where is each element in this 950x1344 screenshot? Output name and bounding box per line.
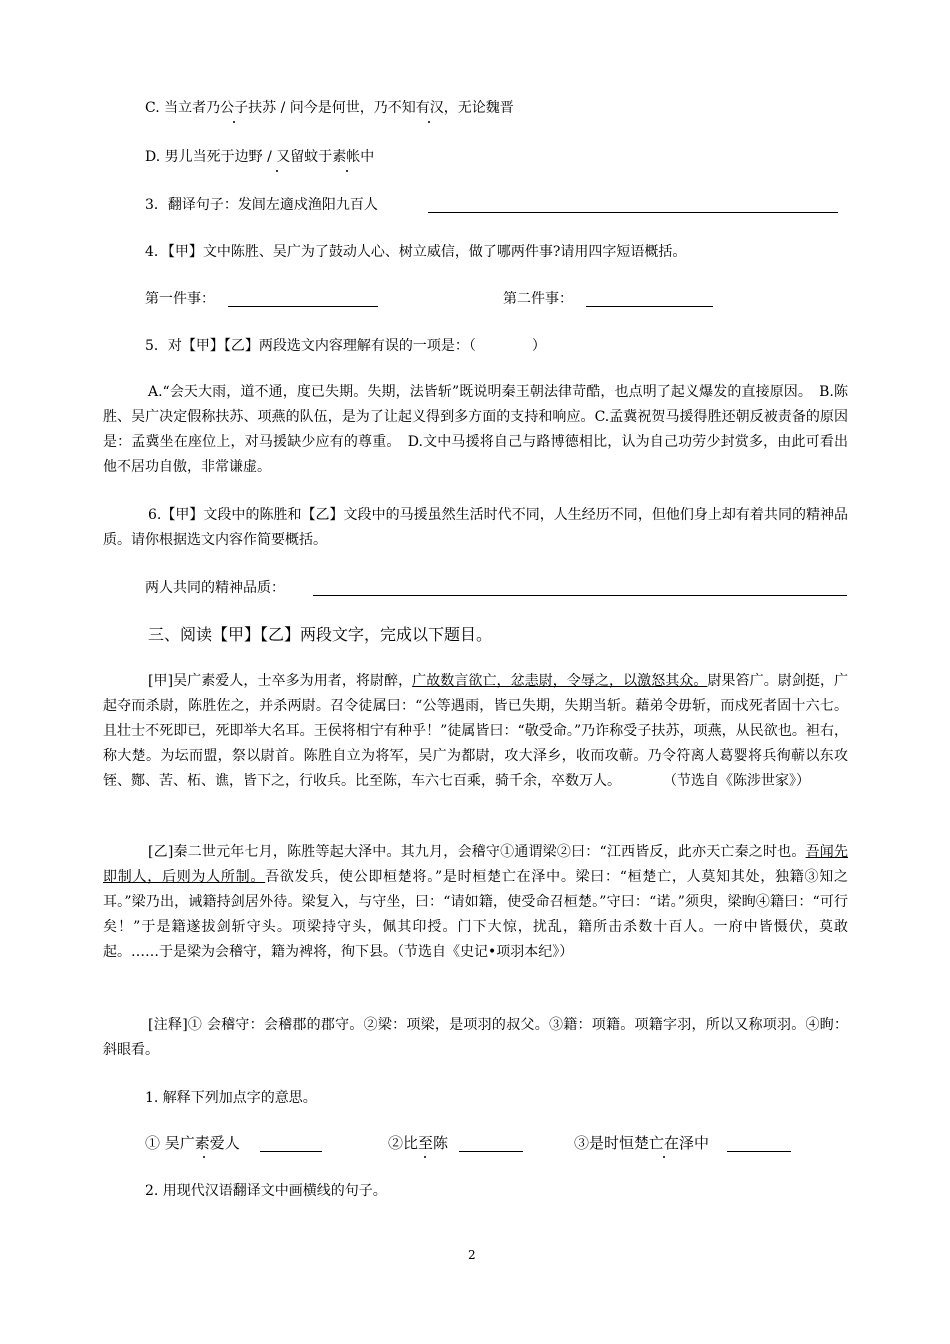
annotation-notes: [注释]① 会稽守：会稽郡的郡守。②梁：项梁，是项羽的叔父。③籍：项籍。项籍字羽，所以又称项羽。④眴：斜眼看。: [103, 1017, 848, 1058]
q2-option-d: D. 男儿当死于边野 / 又留蚊于素帐中: [145, 149, 375, 165]
q4-first-answer-line[interactable]: [228, 292, 378, 307]
emphasis-dot: [203, 1156, 205, 1158]
passage-yi-underlined-sentence: 吾闻先即制人，后则为人所制。: [103, 844, 848, 885]
sq1-item-1-answer-line[interactable]: [260, 1137, 322, 1152]
q4-prompt: 4．【甲】文中陈胜、吴广为了鼓动人心、树立威信，做了哪两件事?请用四字短语概括。: [145, 244, 687, 260]
q3-prompt: 3．翻译句子：发闾左適戍渔阳九百人: [145, 197, 378, 213]
q3-answer-line[interactable]: [428, 198, 838, 213]
emphasis-dot: [276, 170, 278, 172]
passage-yi-text: [乙]秦二世元年七月，陈胜等起大泽中。其九月，会稽守①通谓梁②曰：“江西皆反，此亦天亡秦之时也。: [148, 844, 806, 860]
emphasis-dot: [233, 121, 235, 123]
sq1-item-2-answer-line[interactable]: [459, 1137, 523, 1152]
q6-answer-line[interactable]: [313, 581, 847, 596]
q2-option-c: C. 当立者乃公子扶苏 / 问今是何世，乃不知有汉，无论魏晋: [145, 100, 514, 116]
q4-second-answer-line[interactable]: [586, 292, 713, 307]
emphasis-dot: [424, 1156, 426, 1158]
emphasis-dot: [663, 1156, 665, 1158]
emphasis-dot: [428, 121, 430, 123]
q6-answer-label: 两人共同的精神品质：: [145, 580, 285, 596]
passage-jia-underlined-sentence: 广故数言欲亡，忿恚尉，令辱之，以激怒其众。: [412, 673, 708, 689]
sq2-prompt: 2. 用现代汉语翻译文中画横线的句子。: [145, 1183, 387, 1199]
passage-jia: [103, 669, 848, 794]
page-number: 2: [468, 1248, 476, 1262]
passage-yi-text-cont: 吾欲发兵，使公即桓楚将。”是时桓楚亡在泽中。梁曰：“桓楚亡，人莫知其处，独籍③知之耳。”梁乃出，诫籍持剑居外待。梁复入，与守坐，曰：“请如籍，使受命召桓楚。”守曰：“诺。”须臾，梁眴④籍曰：“可行矣！”于是籍遂拔剑斩守头。项梁持守头，佩其印授。门下大惊，扰乱，籍所击杀数十百人。一府中皆慑伏，莫敢起。……于是梁为会稽守，籍为裨将，徇下县。: [103, 869, 849, 960]
passage-jia-text: [甲]吴广素爱人，士卒多为用者，将尉醉，: [148, 673, 413, 689]
q4-first-label: 第一件事：: [145, 291, 215, 307]
sq1-item-1: ① 吴广素爱人: [145, 1134, 240, 1152]
sq1-prompt: 1. 解释下列加点字的意思。: [145, 1090, 317, 1106]
q5-options: A.“会天大雨，道不通，度已失期。失期，法皆斩”既说明秦王朝法律苛酷，也点明了起义爆发的直接原因。 B.陈胜、吴广决定假称扶苏、项燕的队伍，是为了让起义得到多方面的支持和响应。C.孟冀祝贺马援得胜还朝反被责备的原因是：孟冀坐在座位上，对马援缺少应有的尊重。 D.文中马援将自己与路博德相比，认为自己功劳少封赏多，由此可看出他不居功自傲，非常谦虚。: [103, 384, 848, 475]
passage-yi-source: （节选自《史记•项羽本纪》）: [397, 944, 574, 960]
q6-prompt: 6.【甲】文段中的陈胜和【乙】文段中的马援虽然生活时代不同，人生经历不同，但他们身上却有着共同的精神品质。请你根据选文内容作简要概括。: [103, 507, 848, 548]
sq1-item-2: ②比至陈: [388, 1134, 449, 1152]
sq1-item-3: ③是时恒楚亡在泽中: [574, 1134, 710, 1152]
section3-heading: 三、阅读【甲】【乙】两段文字，完成以下题目。: [148, 625, 493, 644]
passage-jia-text-cont: 尉果笞广。尉剑挺，广起夺而杀尉，陈胜佐之，并杀两尉。召令徒属曰：“公等遇雨，皆已失期，失期当斩。藉弟令毋斩，而戍死者固十六七。且壮士不死即已，死即举大名耳。王侯将相宁有种乎！”徒属皆曰：“敬受命。”乃诈称受子扶苏，项燕，从民欲也。袒右，称大楚。为坛而盟，祭以尉首。陈胜自立为将军，吴广为都尉，攻大泽乡，收而攻蕲。乃令符离人葛婴将兵徇蕲以东攻铚、酂、苦、柘、谯，皆下之，行收兵。比至陈，车六七百乘，骑千余，卒数万人。: [103, 673, 849, 789]
emphasis-dot: [346, 170, 348, 172]
passage-jia-source: （节选自《陈涉世家》）: [670, 773, 810, 789]
q4-second-label: 第二件事：: [503, 291, 573, 307]
q5-prompt: 5．对【甲】【乙】两段选文内容理解有误的一项是：（ ）: [145, 338, 546, 354]
passage-yi: [103, 840, 848, 965]
sq1-item-3-answer-line[interactable]: [727, 1137, 791, 1152]
